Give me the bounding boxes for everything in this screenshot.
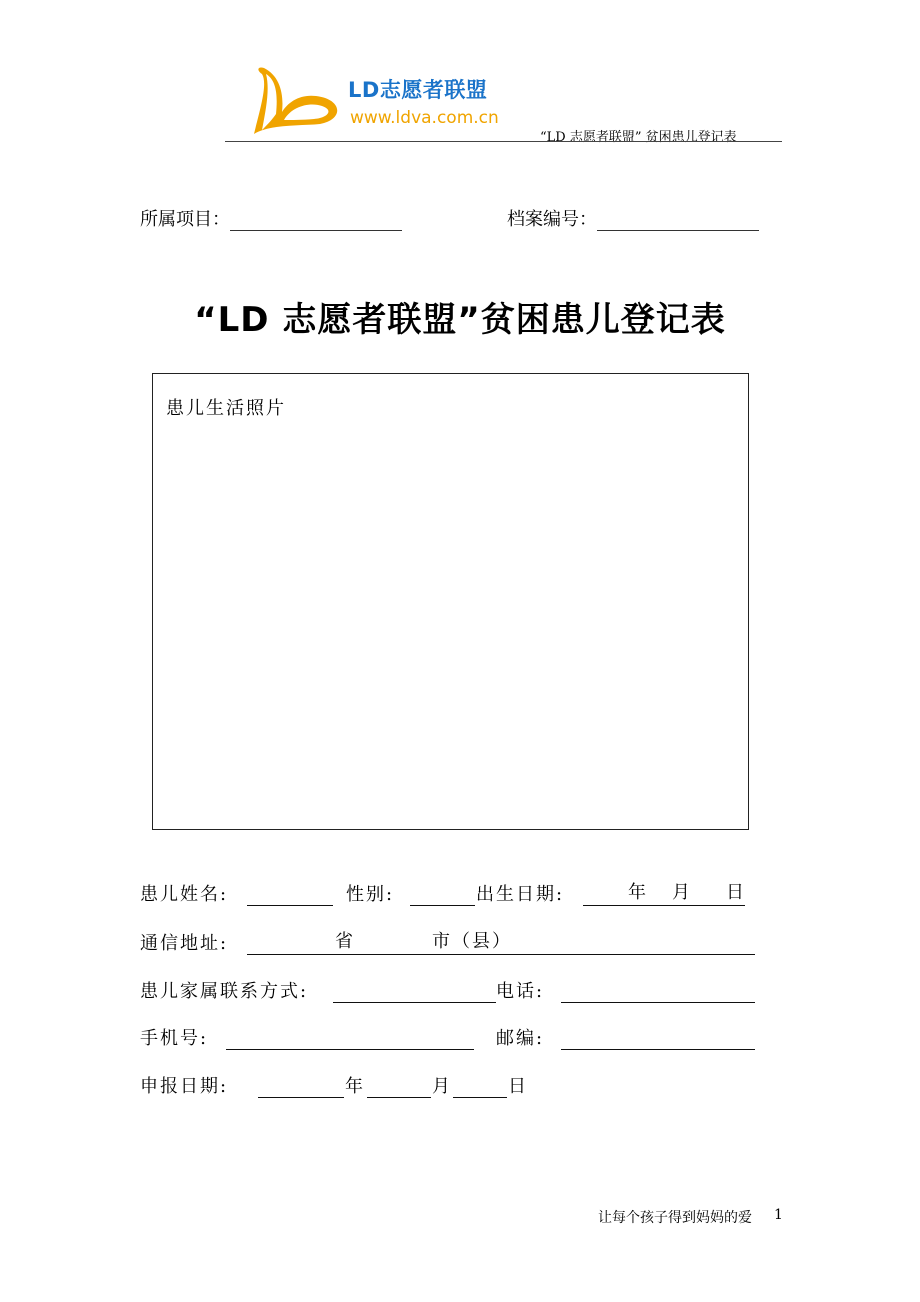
name-label: 患儿姓名: [140,884,229,905]
report-date-label: 申报日期: [140,1076,229,1097]
photo-label: 患儿生活照片 [166,398,286,419]
archive-field [507,205,759,231]
row-report-date [140,1072,760,1098]
family-contact-label: 患儿家属联系方式: [140,981,309,1002]
page-title: “LD 志愿者联盟”贫困患儿登记表 [194,300,726,340]
birth-month-unit: 月 [672,882,692,903]
postcode-input[interactable] [561,1049,755,1050]
logo-url: www.ldva.com.cn [350,108,499,128]
project-label: 所属项目： [140,209,230,230]
report-month-input[interactable] [367,1097,431,1098]
project-input[interactable] [230,212,402,231]
header-doc-title: “LD 志愿者联盟” 贫困患儿登记表 [540,130,737,145]
report-year-unit: 年 [345,1076,365,1097]
city-unit: 市（县） [432,931,512,952]
row-name-gender-birth [140,880,760,906]
gender-input[interactable] [410,905,475,906]
header-divider [225,141,782,142]
ld-logo-icon [250,64,340,138]
birth-date-input[interactable] [583,905,745,906]
page-number: 1 [774,1207,783,1223]
row-family-contact [140,977,760,1003]
birth-label: 出生日期: [476,884,565,905]
family-contact-input[interactable] [333,1002,496,1003]
report-month-unit: 月 [432,1076,452,1097]
report-year-input[interactable] [258,1097,344,1098]
phone-input[interactable] [561,1002,755,1003]
mobile-label: 手机号: [140,1028,209,1049]
footer-slogan: 让每个孩子得到妈妈的爱 [598,1210,752,1226]
province-unit: 省 [335,931,355,952]
report-day-input[interactable] [453,1097,507,1098]
project-field [140,205,402,231]
gender-label: 性别: [346,884,395,905]
phone-label: 电话: [496,981,545,1002]
name-input[interactable] [247,905,333,906]
archive-input[interactable] [597,212,759,231]
address-label: 通信地址: [140,933,229,954]
logo-name: LD志愿者联盟 [348,78,488,102]
address-input[interactable] [247,954,755,955]
row-mobile-postcode [140,1024,760,1050]
birth-year-unit: 年 [628,882,648,903]
postcode-label: 邮编: [496,1028,545,1049]
row-address [140,929,760,955]
birth-day-unit: 日 [726,882,746,903]
archive-label: 档案编号： [507,209,597,230]
report-day-unit: 日 [508,1076,528,1097]
photo-box[interactable] [152,373,749,830]
mobile-input[interactable] [226,1049,474,1050]
